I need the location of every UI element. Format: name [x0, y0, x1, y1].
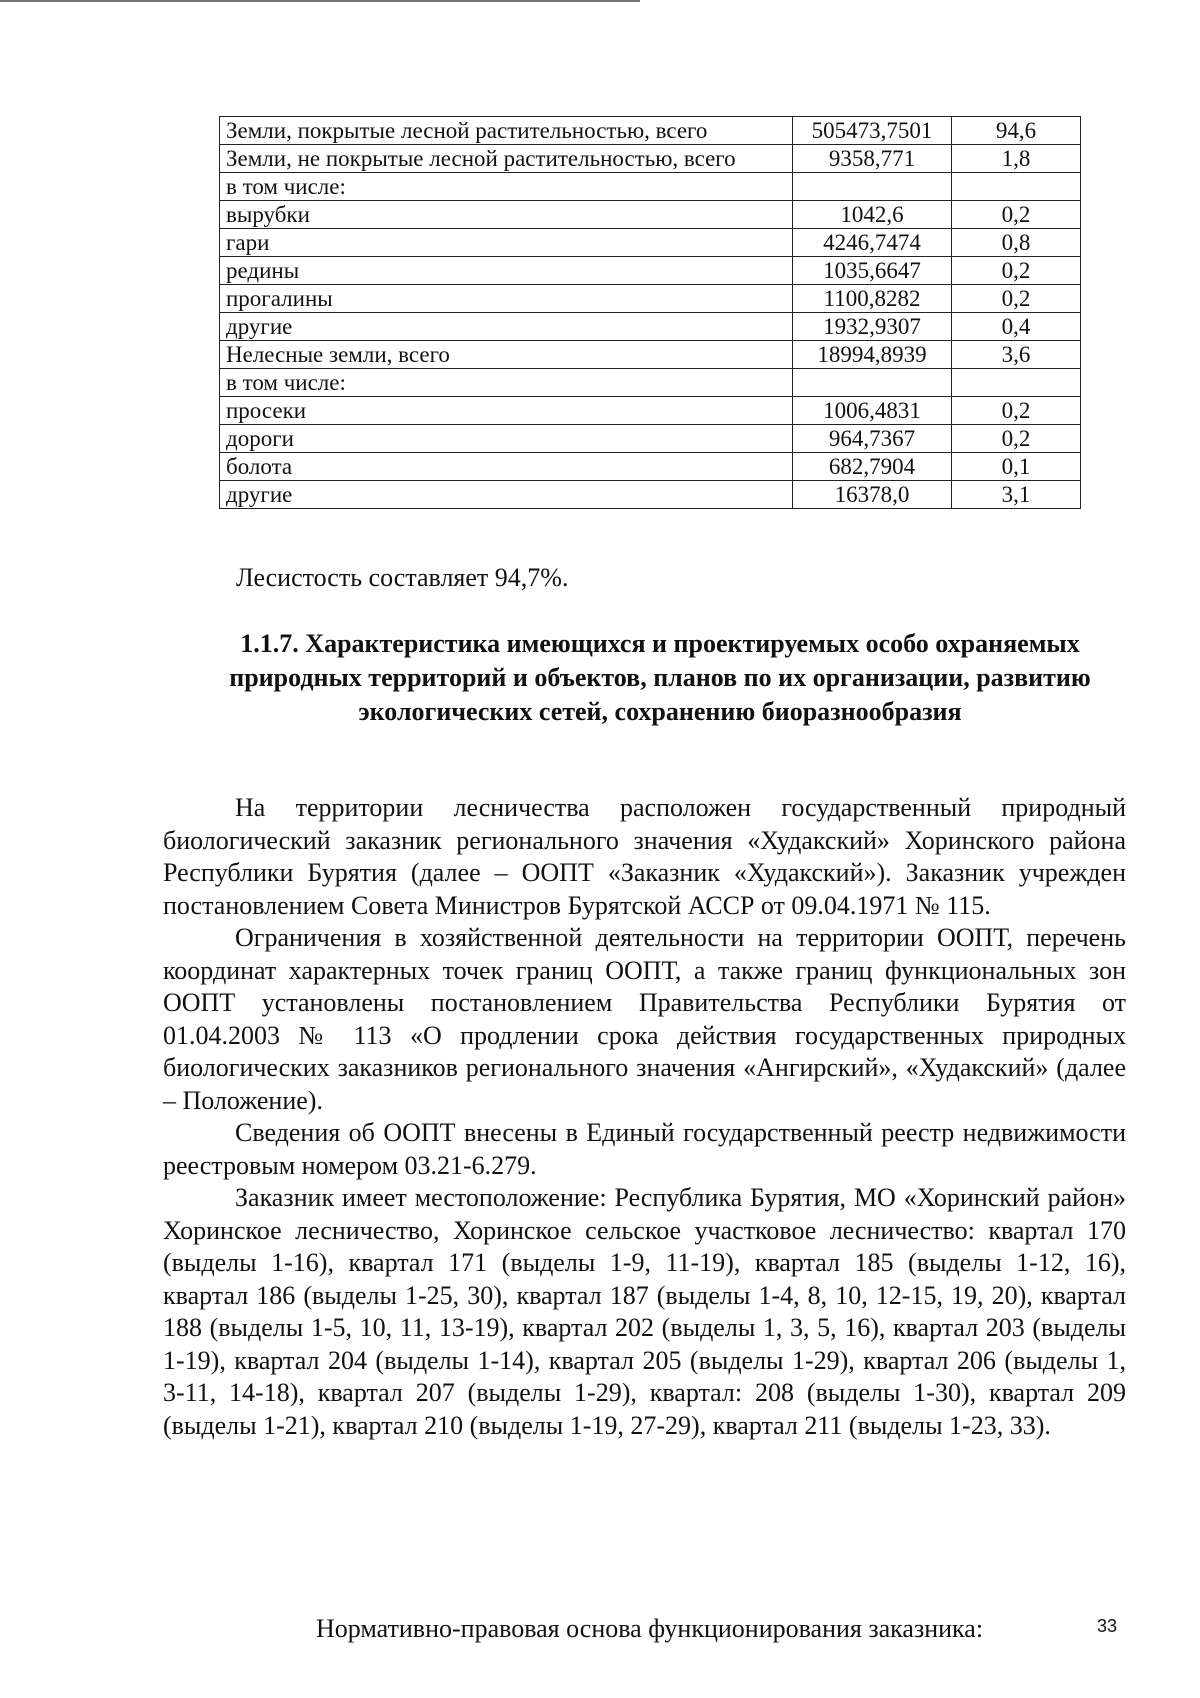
row-percent-cell: 3,1 [952, 481, 1081, 509]
row-percent-cell: 94,6 [952, 117, 1081, 145]
normative-basis-line: Нормативно-правовая основа функционирования заказника: [316, 1614, 984, 1643]
row-percent-cell: 1,8 [952, 145, 1081, 173]
row-name-cell: прогалины [220, 285, 793, 313]
forest-cover-statement: Лесистость составляет 94,7%. [236, 563, 569, 592]
row-area-cell: 1042,6 [793, 201, 952, 229]
table-row [220, 229, 1081, 257]
table-row [220, 369, 1081, 397]
table-row [220, 481, 1081, 509]
row-area-cell: 18994,8939 [793, 341, 952, 369]
row-percent-cell: 0,8 [952, 229, 1081, 257]
table-row [220, 453, 1081, 481]
row-area-cell: 9358,771 [793, 145, 952, 173]
row-name-cell: гари [220, 229, 793, 257]
row-area-cell: 964,7367 [793, 425, 952, 453]
row-percent-cell [952, 369, 1081, 397]
row-name-cell: в том числе: [220, 173, 793, 201]
row-percent-cell [952, 173, 1081, 201]
row-name-cell: редины [220, 257, 793, 285]
paragraph-location: Заказник имеет местоположение: Республика Бурятия, МО «Хоринский район» Хоринское лесничество, Хоринское сельское участковое лесничество: квартал 170 (выделы 1-16), квартал 171 (выделы 1-9, 11-19), квартал 185 (выделы 1-12, 16), квартал 186 (выделы 1-25, 30), квартал 187 (выделы 1-4, 8, 10, 12-15, 19, 20), квартал 188 (выделы 1-5, 10, 11, 13-19), квартал 202 (выделы 1, 3, 5, 16), квартал 203 (выделы 1-19), квартал 204 (выделы 1-14), квартал 205 (выделы 1-29), квартал 206 (выделы 1, 3-11, 14-18), квартал 207 (выделы 1-29), квартал: 208 (выделы 1-30), квартал 209 (выделы 1-21), квартал 210 (выделы 1-19, 27-29), квартал 211 (выделы 1-23, 33). [163, 1183, 1126, 1440]
row-name-cell: болота [220, 453, 793, 481]
row-name-cell: вырубки [220, 201, 793, 229]
table-row [220, 341, 1081, 369]
body-text [163, 792, 1126, 1442]
table-row [220, 173, 1081, 201]
scan-edge-line [0, 0, 640, 2]
table-row [220, 425, 1081, 453]
row-percent-cell: 0,2 [952, 201, 1081, 229]
row-percent-cell: 0,2 [952, 257, 1081, 285]
table-row [220, 397, 1081, 425]
row-area-cell: 505473,7501 [793, 117, 952, 145]
row-area-cell: 682,7904 [793, 453, 952, 481]
table-body [220, 117, 1081, 509]
row-percent-cell: 0,1 [952, 453, 1081, 481]
row-name-cell: дороги [220, 425, 793, 453]
row-name-cell: Земли, покрытые лесной растительностью, всего [220, 117, 793, 145]
row-area-cell: 1006,4831 [793, 397, 952, 425]
row-area-cell: 1932,9307 [793, 313, 952, 341]
row-name-cell: другие [220, 313, 793, 341]
table-row [220, 257, 1081, 285]
row-percent-cell: 0,2 [952, 397, 1081, 425]
row-area-cell: 4246,7474 [793, 229, 952, 257]
table-row [220, 201, 1081, 229]
row-area-cell: 16378,0 [793, 481, 952, 509]
row-percent-cell: 0,2 [952, 285, 1081, 313]
row-area-cell [793, 173, 952, 201]
row-name-cell: Земли, не покрытые лесной растительностью, всего [220, 145, 793, 173]
row-name-cell: другие [220, 481, 793, 509]
page-number: 33 [1097, 1616, 1118, 1636]
row-area-cell [793, 369, 952, 397]
table-row [220, 145, 1081, 173]
row-percent-cell: 3,6 [952, 341, 1081, 369]
row-name-cell: просеки [220, 397, 793, 425]
table-row [220, 117, 1081, 145]
row-area-cell: 1100,8282 [793, 285, 952, 313]
row-name-cell: Нелесные земли, всего [220, 341, 793, 369]
row-percent-cell: 0,2 [952, 425, 1081, 453]
section-heading: 1.1.7. Характеристика имеющихся и проектируемых особо охраняемых природных территорий и объектов, планов по их организации, развитию экологических сетей, сохранению биоразнообразия [229, 629, 1091, 726]
land-categories-table [219, 116, 1081, 509]
row-name-cell: в том числе: [220, 369, 793, 397]
table-row [220, 313, 1081, 341]
row-percent-cell: 0,4 [952, 313, 1081, 341]
paragraph-registry: Сведения об ООПТ внесены в Единый государственный реестр недвижимости реестровым номером 03.21-6.279. [163, 1118, 1126, 1180]
row-area-cell: 1035,6647 [793, 257, 952, 285]
table-row [220, 285, 1081, 313]
paragraph-restrictions: Ограничения в хозяйственной деятельности на территории ООПТ, перечень координат характерных точек границ ООПТ, а также границ функциональных зон ООПТ установлены постановлением Правительства Республики Бурятия от 01.04.2003 № 113 «О продлении срока действия государственных природных биологических заказников регионального значения «Ангирский», «Худакский» (далее – Положение). [163, 923, 1126, 1115]
paragraph-reserve-intro: На территории лесничества расположен государственный природный биологический заказник регионального значения «Худакский» Хоринского района Республики Бурятия (далее – ООПТ «Заказник «Худакский»). Заказник учрежден постановлением Совета Министров Бурятской АССР от 09.04.1971 № 115. [163, 793, 1126, 920]
